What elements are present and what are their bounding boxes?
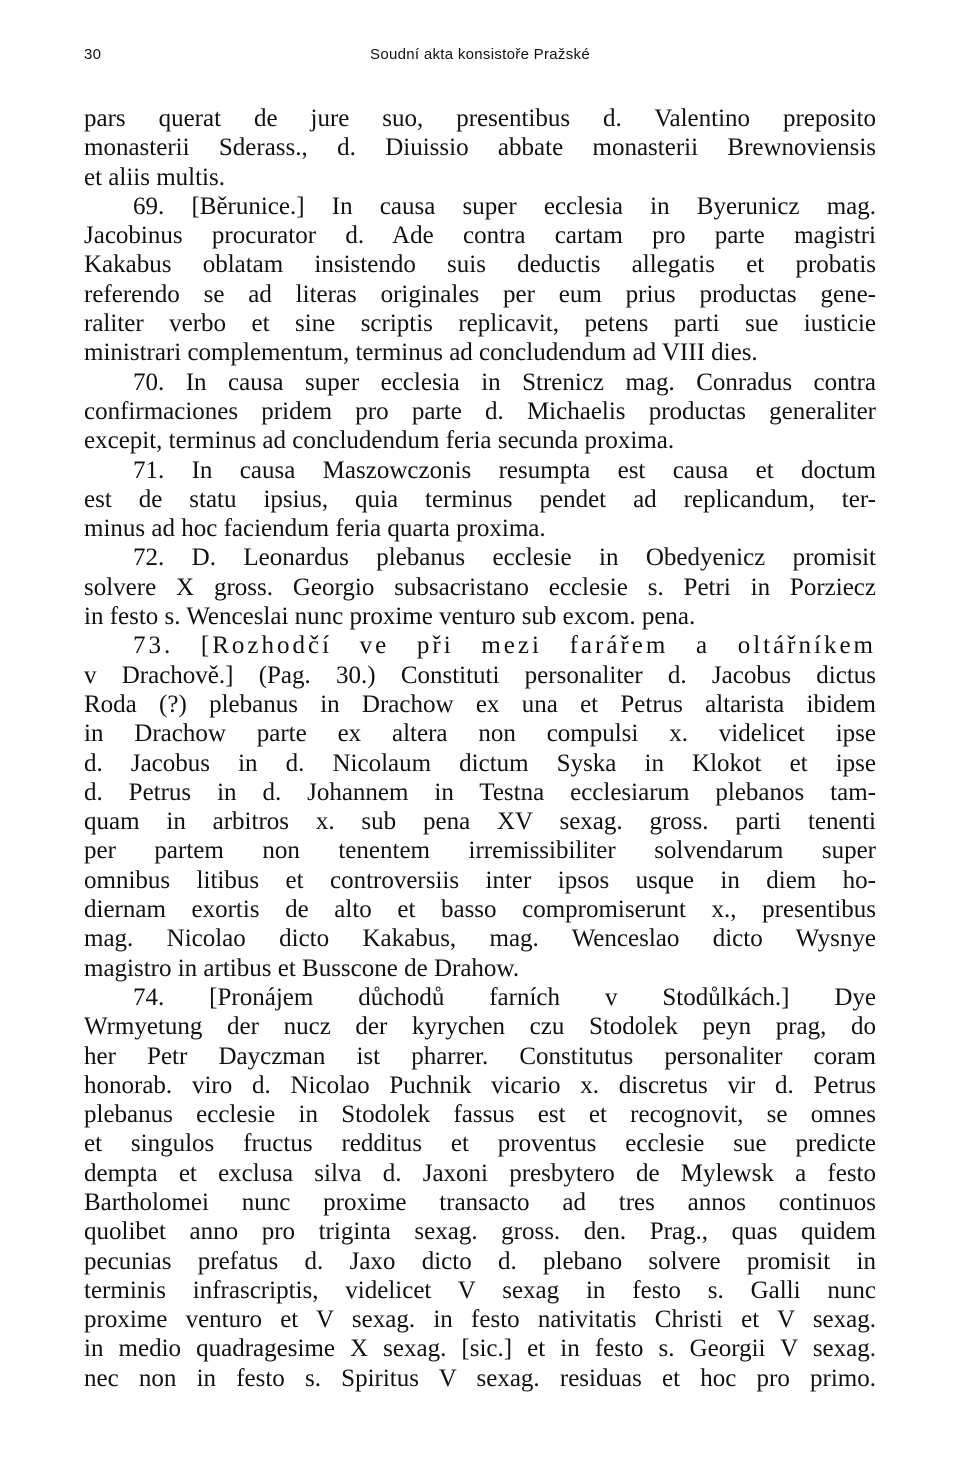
entry-74-heading: 74. [Pronájem důchodů farních v Stodůlkách.] Dye (133, 983, 876, 1011)
text-line: d. Jacobus in d. Nicolaum dictum Syska in Klokot et ipse (84, 749, 876, 777)
text-line: mag. Nicolao dicto Kakabus, mag. Wenceslao dicto Wysnye (84, 925, 876, 953)
text-line: et singulos fructus redditus et proventus ecclesie sue predicte (84, 1130, 876, 1158)
text-line: omnibus litibus et controversiis inter ipsos usque in diem ho- (84, 866, 876, 894)
text-line: plebanus ecclesie in Stodolek fassus est et recognovit, se omnes (84, 1101, 876, 1129)
text-line: pars querat de jure suo, presentibus d. Valentino preposito (84, 105, 876, 132)
text-line: monasterii Sderass., d. Diuissio abbate monasterii Brewnoviensis (84, 134, 876, 162)
text-line: Wrmyetung der nucz der kyrychen czu Stodolek peyn prag, do (84, 1013, 876, 1041)
text-line: raliter verbo et sine scriptis replicavit, petens parti sue iusticie (84, 310, 876, 338)
text-line: quam in arbitros x. sub pena XV sexag. gross. parti tenenti (84, 808, 876, 836)
text-line: et aliis multis. (84, 163, 225, 191)
text-line: excepit, terminus ad concludendum feria secunda proxima. (84, 427, 675, 455)
text-line: Bartholomei nunc proxime transacto ad tres annos continuos (84, 1188, 876, 1216)
text-line: Jacobinus procurator d. Ade contra cartam pro parte magistri (84, 222, 876, 250)
entry-73-heading: 73. [Rozhodčí ve při mezi farářem a oltářníkem (133, 632, 876, 660)
body-text (84, 104, 876, 1393)
text-line: her Petr Dayczman ist pharrer. Constitutus personaliter coram (84, 1042, 876, 1070)
text-line: v Drachově.] (Pag. 30.) Constituti personaliter d. Jacobus dictus (84, 661, 876, 689)
text-line: minus ad hoc faciendum feria quarta proxima. (84, 515, 546, 543)
text-line: magistro in artibus et Busscone de Drahow. (84, 954, 520, 982)
text-line: in Drachow parte ex altera non compulsi x. videlicet ipse (84, 720, 876, 748)
text-line: pecunias prefatus d. Jaxo dicto d. plebano solvere promisit in (84, 1247, 876, 1275)
text-line: solvere X gross. Georgio subsacristano ecclesie s. Petri in Porziecz (84, 573, 876, 601)
text-line: honorab. viro d. Nicolao Puchnik vicario x. discretus vir d. Petrus (84, 1071, 876, 1099)
text-line: terminis infrascriptis, videlicet V sexag in festo s. Galli nunc (84, 1276, 876, 1304)
text-line: referendo se ad literas originales per eum prius productas gene- (84, 280, 876, 308)
text-line: in medio quadragesime X sexag. [sic.] et in festo s. Georgii V sexag. (84, 1335, 876, 1363)
text-line: Kakabus oblatam insistendo suis deductis allegatis et probatis (84, 251, 876, 279)
text-line: Roda (?) plebanus in Drachow ex una et Petrus altarista ibidem (84, 690, 876, 718)
running-title: Soudní akta konsistoře Pražské (370, 46, 590, 63)
entry-71-heading: 71. In causa Maszowczonis resumpta est causa et doctum (133, 456, 876, 484)
text-line: confirmaciones pridem pro parte d. Michaelis productas generaliter (84, 397, 876, 425)
text-line: est de statu ipsius, quia terminus pendet ad replicandum, ter- (84, 485, 876, 513)
text-line: nec non in festo s. Spiritus V sexag. residuas et hoc pro primo. (84, 1364, 876, 1392)
text-line: d. Petrus in d. Johannem in Testna ecclesiarum plebanos tam- (84, 778, 876, 806)
text-line: dempta et exclusa silva d. Jaxoni presbytero de Mylewsk a festo (84, 1159, 876, 1187)
text-line: quolibet anno pro triginta sexag. gross. den. Prag., quas quidem (84, 1218, 876, 1246)
text-line: diernam exortis de alto et basso compromiserunt x., presentibus (84, 896, 876, 924)
text-line: proxime venturo et V sexag. in festo nativitatis Christi et V sexag. (84, 1306, 876, 1334)
page-number: 30 (84, 46, 102, 63)
entry-69-heading: 69. [Běrunice.] In causa super ecclesia in Byerunicz mag. (133, 192, 876, 220)
text-line: per partem non tenentem irremissibiliter solvendarum super (84, 837, 876, 865)
text-line: in festo s. Wenceslai nunc proxime venturo sub excom. pena. (84, 603, 696, 631)
entry-70-heading: 70. In causa super ecclesia in Strenicz mag. Conradus contra (133, 368, 876, 396)
page-header (84, 46, 876, 70)
entry-72-heading: 72. D. Leonardus plebanus ecclesie in Obedyenicz promisit (133, 544, 876, 572)
text-line: ministrari complementum, terminus ad concludendum ad VIII dies. (84, 339, 758, 367)
